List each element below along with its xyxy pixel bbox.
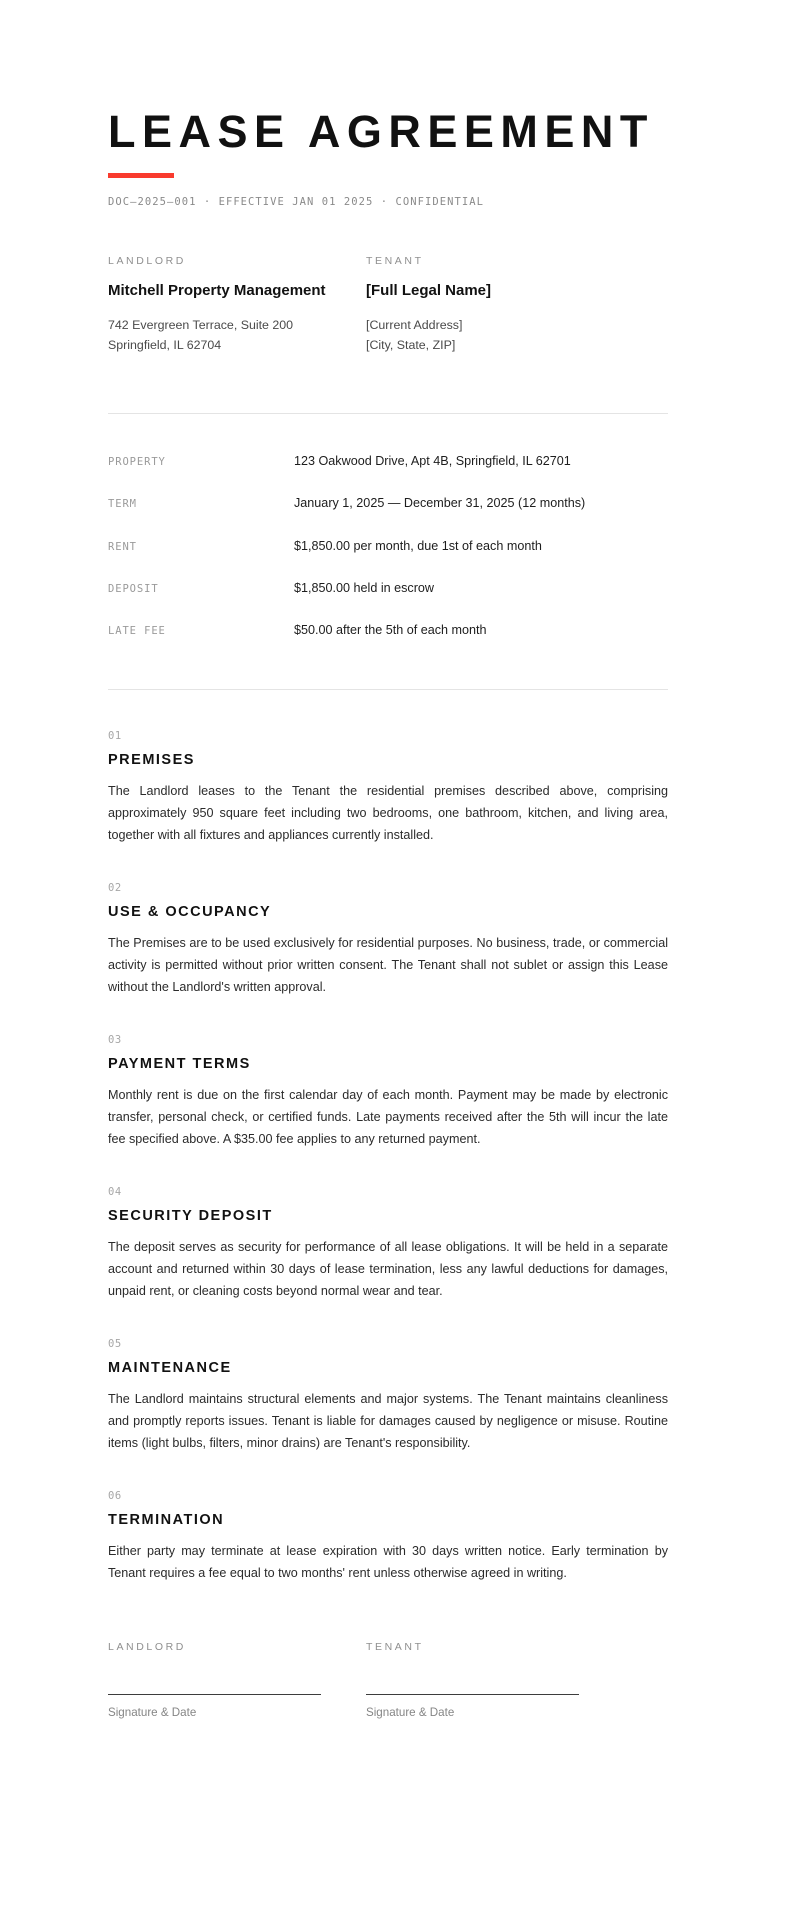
clause-body: The Landlord maintains structural elements and major systems. The Tenant maintains cleanliness and promptly reports issues. Tenant is liable for damages caused by negligence or misuse. Routine items (light bulbs, filters, minor drains) are Tenant's responsibility. (108, 1392, 668, 1450)
clause-heading: MAINTENANCE (108, 1360, 232, 1377)
tenant-signature-line[interactable] (366, 1694, 579, 1695)
clause-number: 01 (108, 730, 122, 743)
term-value: $1,850.00 per month, due 1st of each month (294, 538, 542, 553)
clause-heading: PREMISES (108, 752, 195, 769)
clause-premises (108, 730, 668, 846)
landlord-signature-eyebrow: LANDLORD (108, 1640, 186, 1653)
clause-number: 03 (108, 1034, 122, 1047)
clause-body: The Landlord leases to the Tenant the residential premises described above, comprising approximately 950 square feet including two bedrooms, one bathroom, kitchen, and living area, together with all fixtures and appliances currently installed. (108, 784, 668, 842)
document-meta: DOC—2025—001 · EFFECTIVE JAN 01 2025 · CONFIDENTIAL (108, 196, 484, 209)
clause-body: Either party may terminate at lease expiration with 30 days written notice. Early termination by Tenant requires a fee equal to two months' rent unless otherwise agreed in writing. (108, 1544, 668, 1580)
divider-below-key-terms (108, 689, 668, 690)
landlord-signature-line[interactable] (108, 1694, 321, 1695)
tenant-address-line-2: [City, State, ZIP] (366, 338, 456, 353)
table-row (108, 537, 668, 555)
key-terms-table (108, 452, 668, 639)
landlord-address-line-1: 742 Evergreen Terrace, Suite 200 (108, 318, 294, 332)
tenant-name: [Full Legal Name] (366, 282, 492, 300)
clause-heading: USE & OCCUPANCY (108, 904, 272, 921)
tenant-signature-eyebrow: TENANT (366, 1640, 424, 1653)
tenant-eyebrow: TENANT (366, 255, 424, 268)
divider-above-key-terms (108, 413, 668, 414)
landlord-party (108, 255, 366, 355)
term-label: RENT (108, 540, 137, 553)
term-label: PROPERTY (108, 456, 166, 469)
table-row (108, 579, 668, 597)
table-row (108, 494, 668, 512)
landlord-signature-caption: Signature & Date (108, 1705, 197, 1719)
landlord-eyebrow: LANDLORD (108, 255, 186, 268)
term-value: $1,850.00 held in escrow (294, 580, 435, 595)
tenant-address-line-1: [Current Address] (366, 318, 463, 332)
clause-security-deposit (108, 1186, 668, 1302)
clauses-list (108, 730, 668, 1584)
clause-maintenance (108, 1338, 668, 1454)
tenant-signature-caption: Signature & Date (366, 1705, 455, 1719)
term-value: January 1, 2025 — December 31, 2025 (12 months) (294, 496, 586, 511)
parties-block (108, 255, 668, 355)
clause-number: 02 (108, 882, 122, 895)
landlord-name: Mitchell Property Management (108, 282, 326, 300)
term-label: DEPOSIT (108, 582, 159, 595)
page-title: LEASE AGREEMENT (108, 106, 654, 157)
clause-number: 05 (108, 1338, 122, 1351)
signature-block (108, 1641, 668, 1839)
term-value: 123 Oakwood Drive, Apt 4B, Springfield, IL 62701 (294, 454, 571, 469)
clause-heading: TERMINATION (108, 1512, 225, 1529)
landlord-address-line-2: Springfield, IL 62704 (108, 338, 222, 353)
clause-termination (108, 1490, 668, 1584)
table-row (108, 452, 668, 470)
tenant-signature-block (366, 1641, 624, 1719)
clause-number: 06 (108, 1490, 122, 1503)
landlord-signature-block (108, 1641, 366, 1719)
clause-heading: SECURITY DEPOSIT (108, 1208, 273, 1225)
clause-payment-terms (108, 1034, 668, 1150)
table-row (108, 621, 668, 639)
term-label: LATE FEE (108, 625, 166, 638)
clause-body: The deposit serves as security for performance of all lease obligations. It will be held in a separate account and returned within 30 days of lease termination, less any lawful deductions for damages, unpaid rent, or cleaning costs beyond normal wear and tear. (108, 1240, 668, 1298)
term-label: TERM (108, 498, 137, 511)
tenant-party (366, 255, 624, 355)
clause-number: 04 (108, 1186, 122, 1199)
term-value: $50.00 after the 5th of each month (294, 623, 487, 638)
accent-rule (108, 173, 174, 178)
clause-heading: PAYMENT TERMS (108, 1056, 251, 1073)
clause-body: The Premises are to be used exclusively for residential purposes. No business, trade, or commercial activity is permitted without prior written consent. The Tenant shall not sublet or assign this Lease without the Landlord's written approval. (108, 936, 668, 994)
clause-use-occupancy (108, 882, 668, 998)
clause-body: Monthly rent is due on the first calendar day of each month. Payment may be made by electronic transfer, personal check, or certified funds. Late payments received after the 5th will incur the late fee specified above. A $35.00 fee applies to any returned payment. (108, 1088, 668, 1146)
